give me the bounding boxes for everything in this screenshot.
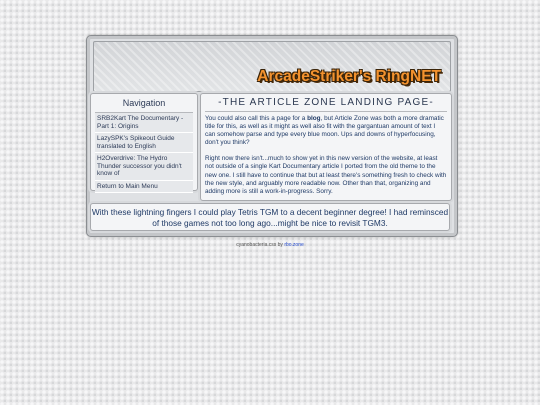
nav-item-spikeout-guide[interactable]: LazySPK's Spikeout Guide translated to English: [95, 133, 193, 153]
divider: [205, 111, 447, 112]
footer-credit-link[interactable]: rbo.zone: [284, 242, 304, 248]
nav-item-h2overdrive[interactable]: H2Overdrive: The Hydro Thunder successor you didn't know of: [95, 153, 193, 181]
quote-panel: [90, 203, 450, 231]
nav-item-return-main-menu[interactable]: Return to Main Menu: [95, 181, 193, 194]
nav-item-srb2kart-documentary[interactable]: SRB2Kart The Documentary - Part 1: Origins: [95, 113, 193, 133]
article-paragraph-2: Right now there isn't...much to show yet in this new version of the website, at least not outside of a single Kart Documentary article I ported from the old theme to the new one. I still have to continue that but at least there's something fresh to check with the new style, and arguably more readable now. Other than that, organizing and adding more is still a work-in-progress. Sorry.: [205, 155, 447, 195]
paragraph-text: , but Article Zone was both a more dramatic title for this, as well as it might as well also fit with the gargantuan amount of text I can somehow parse and type every blue moon. Ups and downs of hyperfocusing, don't you think?: [205, 115, 444, 147]
navigation-heading: Navigation: [122, 98, 166, 108]
paragraph-text: You could also call this a page for a: [205, 115, 308, 122]
article-heading: -THE ARTICLE ZONE LANDING PAGE-: [218, 97, 434, 108]
footer-credit: [0, 242, 540, 248]
footer-credit-text: cyanobacteria.css by: [236, 242, 285, 248]
article-zone-panel: [200, 93, 452, 201]
bold-text: blog: [307, 115, 321, 122]
site-title[interactable]: ArcadeStriker's RingNET: [257, 68, 441, 85]
navigation-panel: [90, 93, 198, 191]
article-paragraph-1: [205, 115, 447, 147]
quote-text: With these lightning fingers I could play Tetris TGM to a decent beginner degree! I had reminsced of those games not too long ago...might be nice to revisit TGM3.: [91, 207, 449, 228]
navigation-list: [91, 113, 197, 193]
header-banner: [93, 41, 451, 92]
